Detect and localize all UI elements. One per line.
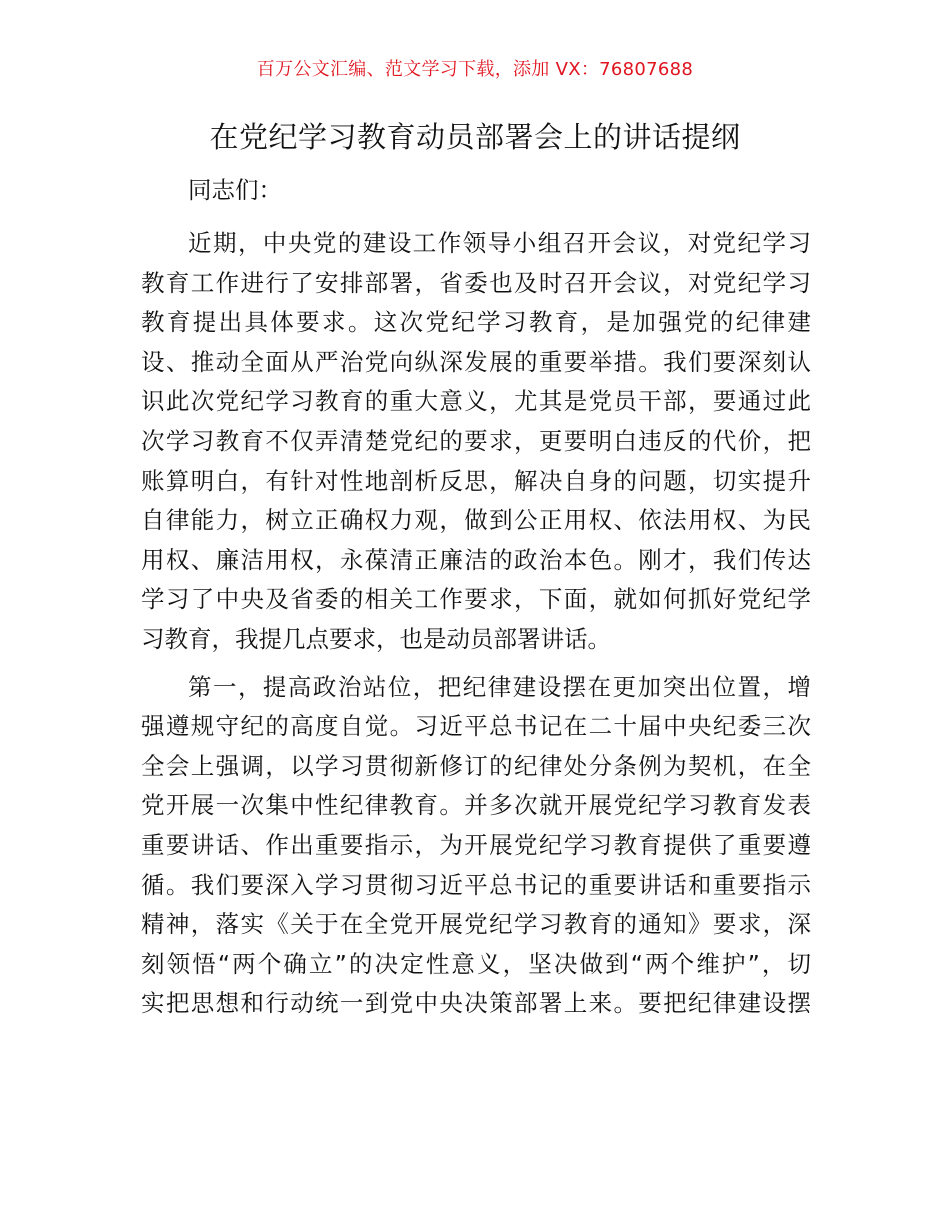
text-line: 刻领悟“两个确立”的决定性意义，坚决做到“两个维护”，切 (141, 949, 811, 978)
text-line: 精神，落实《关于在全党开展党纪学习教育的通知》要求，深 (141, 910, 811, 939)
text-line: 近期，中央党的建设工作领导小组召开会议，对党纪学习 (188, 229, 811, 257)
paragraph-2 (141, 668, 811, 1024)
text-line: 用权、廉洁用权，永葆清正廉洁的政治本色。刚才，我们传达 (141, 545, 811, 574)
salutation: 同志们： (188, 176, 282, 204)
paragraph-spacer (141, 660, 811, 668)
text-line: 教育提出具体要求。这次党纪学习教育，是加强党的纪律建 (141, 308, 811, 337)
text-line: 党开展一次集中性纪律教育。并多次就开展党纪学习教育发表 (141, 791, 811, 820)
text-line: 强遵规守纪的高度自觉。习近平总书记在二十届中央纪委三次 (141, 712, 811, 741)
text-line: 次学习教育不仅弄清楚党纪的要求，更要明白违反的代价，把 (141, 426, 811, 455)
text-line: 自律能力，树立正确权力观，做到公正用权、依法用权、为民 (141, 506, 811, 535)
text-line: 实把思想和行动统一到党中央决策部署上来。要把纪律建设摆 (141, 989, 811, 1018)
text-line: 教育工作进行了安排部署，省委也及时召开会议，对党纪学习 (141, 268, 811, 297)
text-line: 账算明白，有针对性地剖析反思，解决自身的问题，切实提升 (141, 466, 811, 495)
document-body (141, 224, 811, 1024)
text-line: 习教育，我提几点要求，也是动员部署讲话。 (141, 624, 611, 653)
text-line: 学习了中央及省委的相关工作要求，下面，就如何抓好党纪学 (141, 585, 811, 614)
text-line: 第一，提高政治站位，把纪律建设摆在更加突出位置，增 (188, 672, 811, 701)
document-title: 在党纪学习教育动员部署会上的讲话提纲 (209, 120, 741, 154)
text-line: 循。我们要深入学习贯彻习近平总书记的重要讲话和重要指示 (141, 870, 811, 899)
watermark-header: 百万公文汇编、范文学习下载，添加 VX：76807688 (256, 59, 694, 80)
paragraph-1 (141, 224, 811, 660)
text-line: 重要讲话、作出重要指示，为开展党纪学习教育提供了重要遵 (141, 830, 811, 859)
text-line: 识此次党纪学习教育的重大意义，尤其是党员干部，要通过此 (141, 387, 811, 416)
text-line: 全会上强调，以学习贯彻新修订的纪律处分条例为契机，在全 (141, 751, 811, 780)
text-line: 设、推动全面从严治党向纵深发展的重要举措。我们要深刻认 (141, 347, 811, 376)
